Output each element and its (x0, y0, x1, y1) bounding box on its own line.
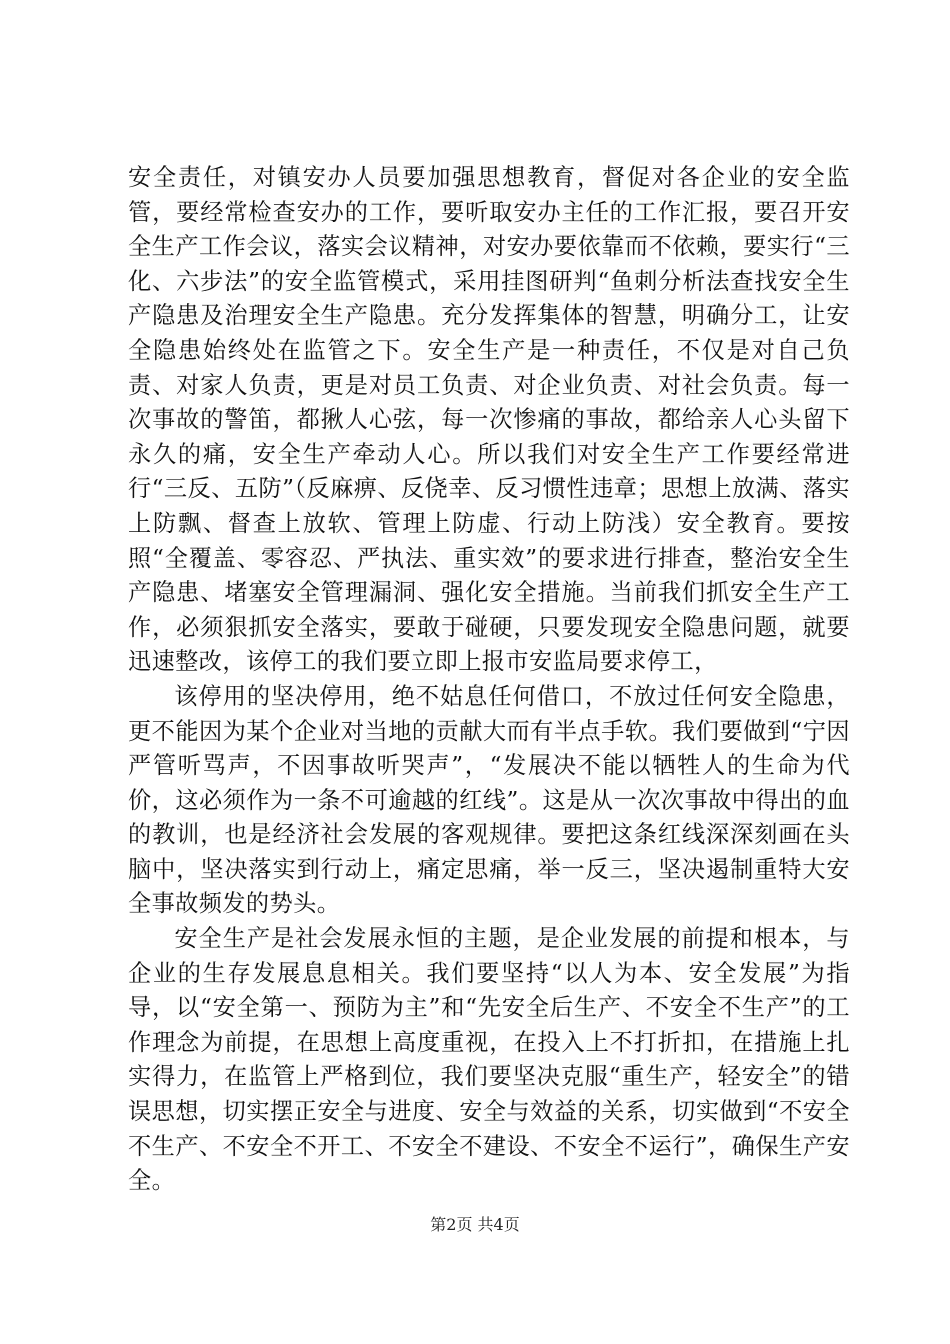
paragraph-continuation: 安全责任，对镇安办人员要加强思想教育，督促对各企业的安全监管，要经常检查安办的工作，要听取安办主任的工作汇报，要召开安全生产工作会议，落实会议精神，对安办要依靠而不依赖，要实行“三化、六步法”的安全监管模式，采用挂图研判“鱼刺分析法查找安全生产隐患及治理安全生产隐患。充分发挥集体的智慧，明确分工，让安全隐患始终处在监管之下。安全生产是一种责任，不仅是对自己负责、对家人负责，更是对员工负责、对企业负责、对社会负责。每一次事故的警笛，都揪人心弦，每一次惨痛的事故，都给亲人心头留下永久的痛，安全生产牵动人心。所以我们对安全生产工作要经常进行“三反、五防”（反麻痹、反侥幸、反习惯性违章；思想上放满、落实上防飘、督查上放软、管理上防虚、行动上防浅）安全教育。要按照“全覆盖、零容忍、严执法、重实效”的要求进行排查，整治安全生产隐患、堵塞安全管理漏洞、强化安全措施。当前我们抓安全生产工作，必须狠抓安全落实，要敢于碰硬，只要发现安全隐患问题，就要迅速整改，该停工的我们要立即上报市安监局要求停工， (128, 164, 850, 676)
paragraph-safety-theme: 安全生产是社会发展永恒的主题，是企业发展的前提和根本，与企业的生存发展息息相关。我们要坚持“以人为本、安全发展”为指导，以“安全第一、预防为主”和“先安全后生产、不安全不生产”的工作理念为前提，在思想上高度重视，在投入上不打折扣，在措施上扎实得力，在监管上严格到位，我们要坚决克服“重生产，轻安全”的错误思想，切实摆正安全与进度、安全与效益的关系，切实做到“不安全不生产、不安全不开工、不安全不建设、不安全不运行”，确保生产安全。 (128, 925, 850, 1195)
page-number-footer: 第2页 共4页 (430, 1215, 520, 1234)
paragraph-zero-tolerance: 该停用的坚决停用，绝不姑息任何借口，不放过任何安全隐患，更不能因为某个企业对当地的贡献大而有半点手软。我们要做到“宁因严管听骂声，不因事故听哭声”，“发展决不能以牺牲人的生命为代价，这必须作为一条不可逾越的红线”。这是从一次次事故中得出的血的教训，也是经济社会发展的客观规律。要把这条红线深深刻画在头脑中，坚决落实到行动上，痛定思痛，举一反三，坚决遏制重特大安全事故频发的势头。 (128, 682, 850, 918)
document-body (128, 161, 850, 1199)
